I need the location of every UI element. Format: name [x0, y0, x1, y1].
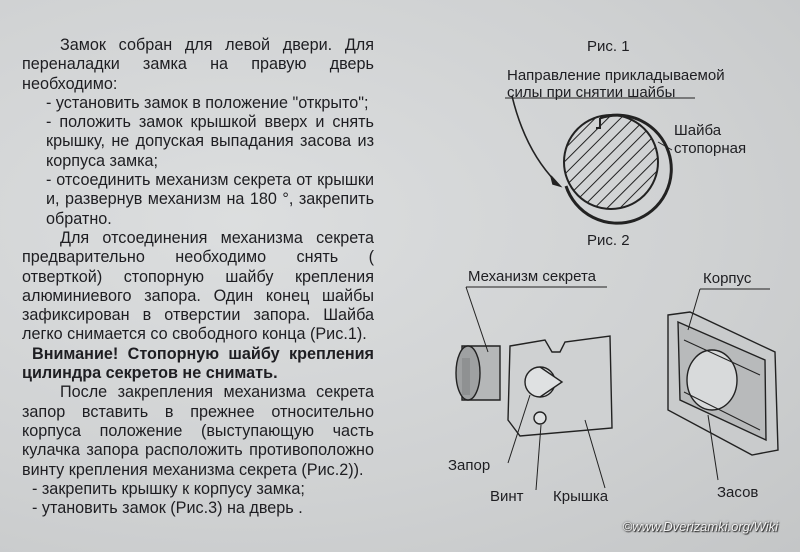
label-washer-2: стопорная: [674, 140, 747, 157]
latch-paragraph: После закрепления механизма секрета запор вставить в прежнее относительно корпуса положение (выступающую часть кулачка запора расположить противоположно винту крепления механизма секрета (Рис.2)).: [22, 383, 374, 479]
figure1-title: Рис. 1: [587, 38, 630, 55]
label-mechanism: Механизм секрета: [468, 268, 597, 285]
label-screw: Винт: [490, 488, 524, 505]
warning-paragraph: Внимание! Стопорную шайбу крепления цилиндра секретов не снимать.: [22, 344, 374, 383]
label-cover: Крышка: [553, 488, 609, 505]
washer-paragraph: Для отсоединения механизма секрета предварительно необходимо снять ( отверткой) стопорную шайбу крепления алюминиевого запора. Один конец шайбы зафиксирован в отверстии запора. Шайба легко снимается со свободного конца (Рис.1).: [22, 228, 374, 344]
figure1-washer-drawing: [505, 96, 695, 223]
label-force-direction-2: силы при снятии шайбы: [507, 84, 676, 101]
label-washer-1: Шайба: [674, 122, 722, 139]
figure2-title: Рис. 2: [587, 232, 630, 249]
label-body: Корпус: [703, 270, 752, 287]
watermark-credit: ©www.Dverizamki.org/Wiki: [622, 519, 778, 534]
step-remove-cover: - положить замок крышкой вверх и снять крышку, не допуская выпадания засова из корпуса замка;: [46, 113, 374, 170]
step-rotate-mechanism: - отсоединить механизм секрета от крышки и, развернув механизм на 180 °, закрепить обратно.: [46, 171, 374, 228]
label-latch: Запор: [448, 457, 491, 474]
step-open: - установить замок в положение "открыто";: [46, 93, 369, 112]
step-install-lock: - утановить замок (Рис.3) на дверь .: [32, 499, 303, 518]
step-attach-cover: - закрепить крышку к корпусу замка;: [32, 479, 305, 498]
intro-paragraph: Замок собран для левой двери. Для переналадки замка на правую дверь необходимо:: [22, 36, 374, 93]
figure2-body-drawing: [668, 289, 778, 480]
label-bolt: Засов: [717, 484, 759, 501]
label-force-direction-1: Направление прикладываемой: [507, 67, 725, 84]
